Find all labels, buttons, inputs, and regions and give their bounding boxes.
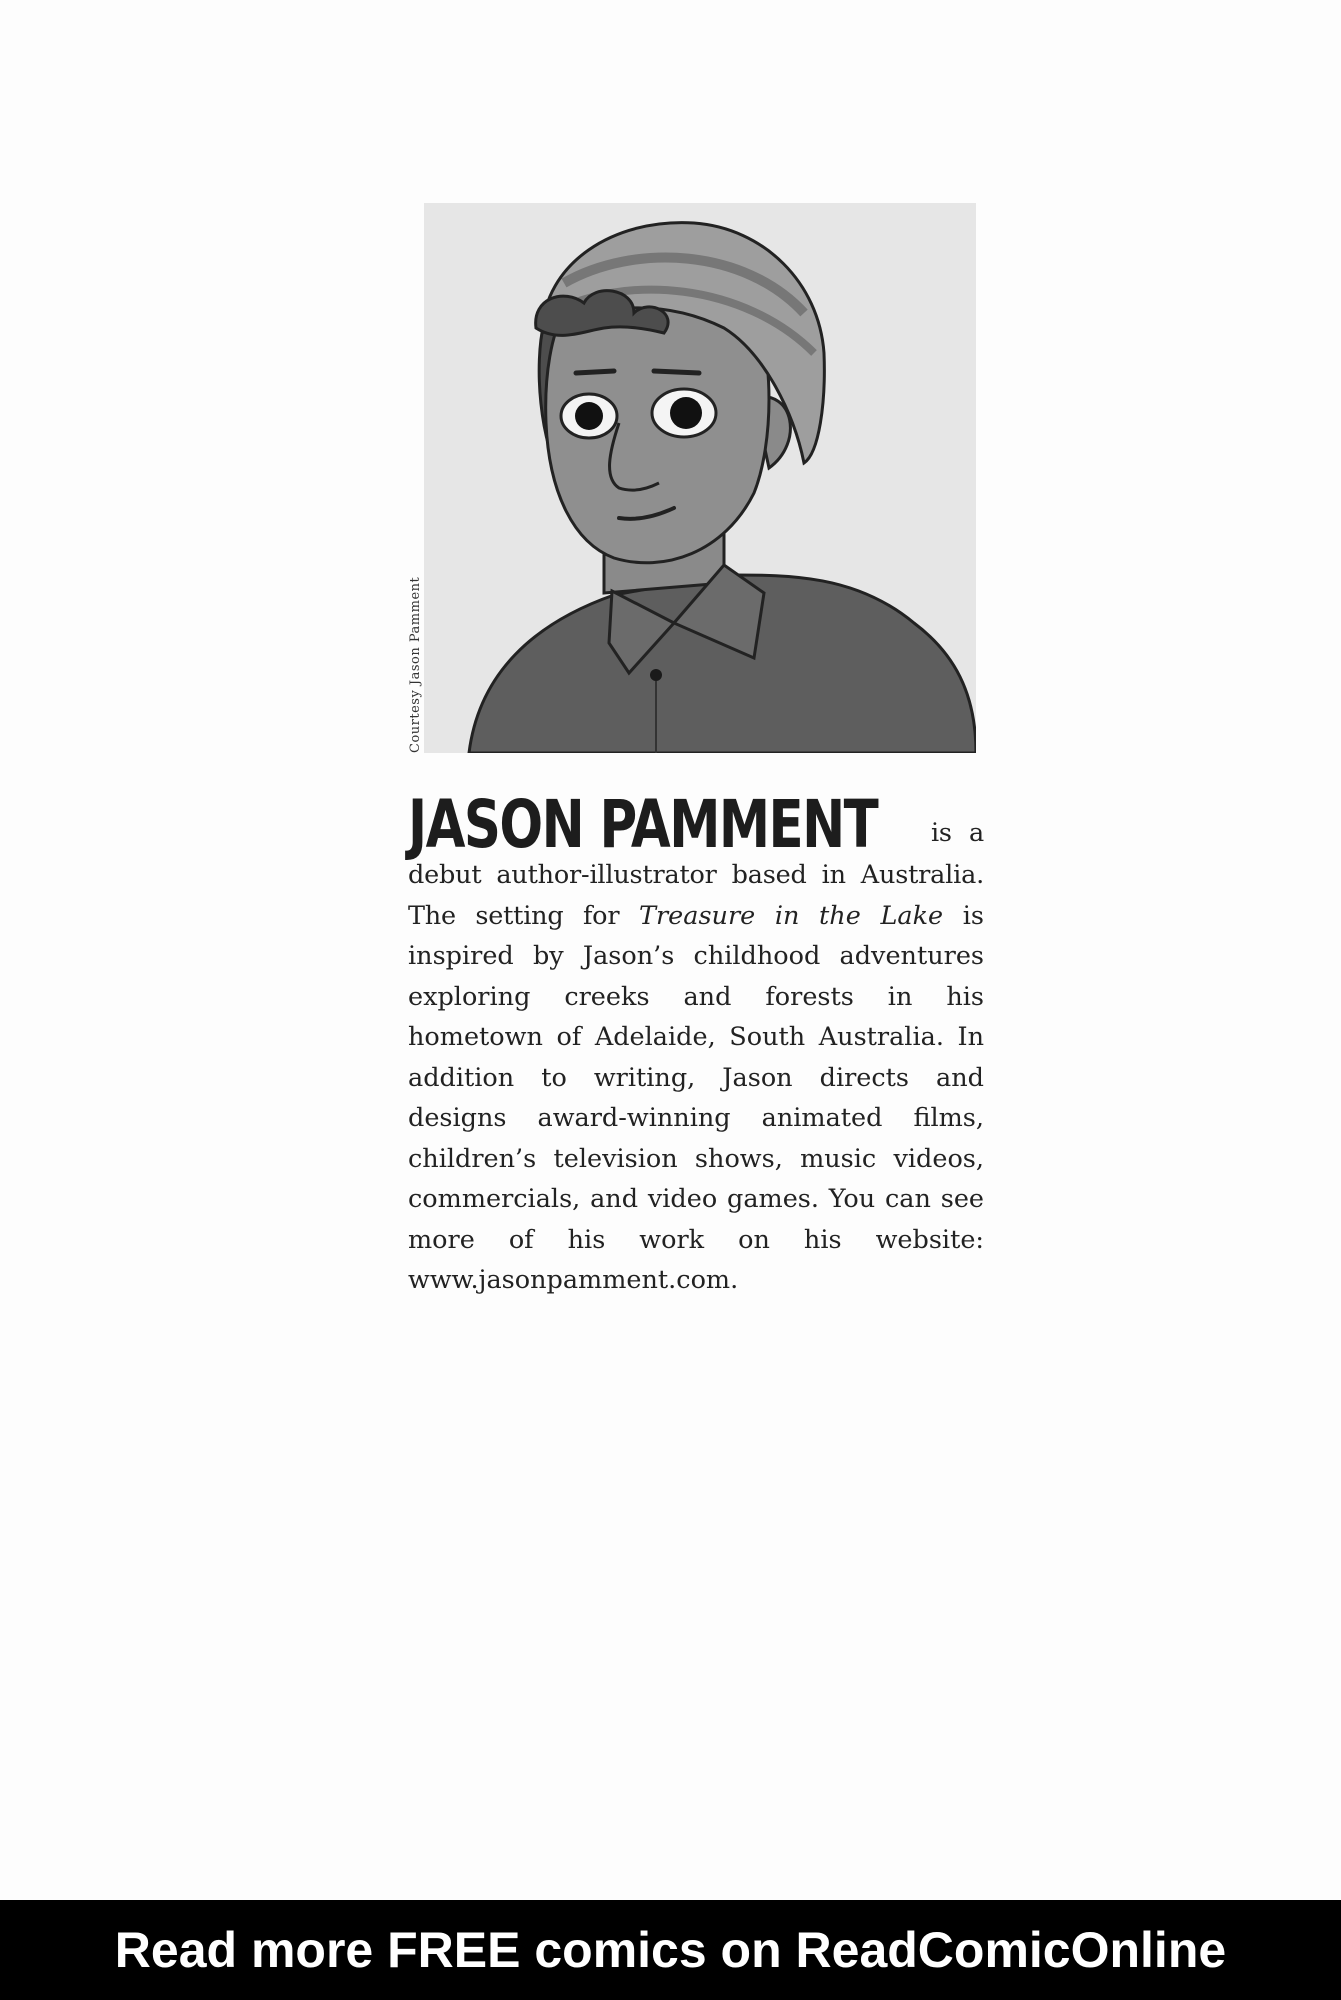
photo-credit: Courtesy Jason Pamment xyxy=(408,576,423,753)
author-portrait xyxy=(424,203,976,753)
promo-banner-text: Read more FREE comics on ReadComicOnline xyxy=(114,1922,1227,1978)
book-title: Treasure in the Lake xyxy=(638,900,944,931)
bio-lead-text: is a debut author-illustrator based in Australia. The setting for xyxy=(408,818,984,931)
promo-banner[interactable] xyxy=(0,1900,1341,2000)
author-name: JASON PAMMENT xyxy=(408,786,878,863)
bio-body-text: is inspired by Jason’s childhood adventures exploring creeks and forests in his hometown of Adelaide, South Australia. In addition to writing, Jason directs and designs award-winning animated films, children’s television shows, music videos, commercials, and video games. You can see more of his work on his website: www.jasonpamment.com. xyxy=(408,900,984,1295)
author-bio xyxy=(408,786,984,1301)
author-portrait-illustration xyxy=(424,203,976,753)
